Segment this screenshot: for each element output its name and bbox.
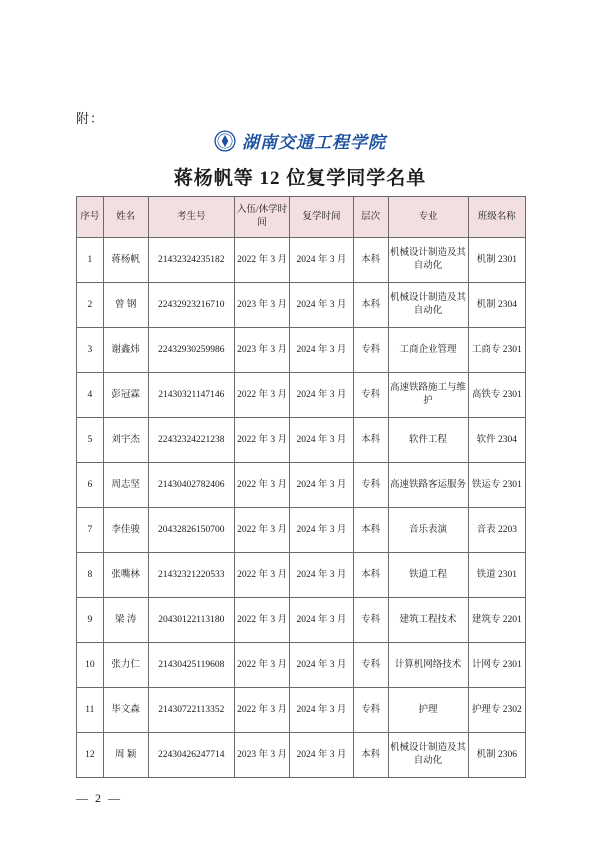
cell-no: 7 <box>77 508 104 553</box>
cell-major: 高速铁路施工与维护 <box>388 373 468 418</box>
cell-name: 刘宇杰 <box>103 418 148 463</box>
cell-back-time: 2024 年 3 月 <box>290 418 354 463</box>
cell-level: 本科 <box>353 238 388 283</box>
cell-exam-id: 20432826150700 <box>148 508 234 553</box>
cell-enter-time: 2023 年 3 月 <box>234 283 289 328</box>
cell-back-time: 2024 年 3 月 <box>290 598 354 643</box>
cell-name: 梁 涛 <box>103 598 148 643</box>
table-row <box>77 238 526 283</box>
table-row <box>77 598 526 643</box>
cell-name: 李佳骏 <box>103 508 148 553</box>
table-row <box>77 508 526 553</box>
column-header-exam-id: 考生号 <box>148 197 234 238</box>
cell-name: 周 颖 <box>103 733 148 778</box>
table-row <box>77 643 526 688</box>
column-header-enter-time: 入伍/休学时间 <box>234 197 289 238</box>
table-row <box>77 328 526 373</box>
cell-level: 专科 <box>353 688 388 733</box>
cell-no: 10 <box>77 643 104 688</box>
cell-enter-time: 2022 年 3 月 <box>234 463 289 508</box>
cell-back-time: 2024 年 3 月 <box>290 508 354 553</box>
cell-class: 护理专 2302 <box>468 688 525 733</box>
cell-major: 音乐表演 <box>388 508 468 553</box>
cell-class: 高铁专 2301 <box>468 373 525 418</box>
cell-class: 机制 2304 <box>468 283 525 328</box>
cell-exam-id: 21432321220533 <box>148 553 234 598</box>
cell-name: 谢鑫炜 <box>103 328 148 373</box>
table-row <box>77 418 526 463</box>
cell-back-time: 2024 年 3 月 <box>290 463 354 508</box>
column-header-class: 班级名称 <box>468 197 525 238</box>
page-title: 蒋杨帆等 12 位复学同学名单 <box>173 168 427 189</box>
cell-no: 5 <box>77 418 104 463</box>
cell-name: 曾 钢 <box>103 283 148 328</box>
cell-name: 张嘴林 <box>103 553 148 598</box>
cell-enter-time: 2022 年 3 月 <box>234 688 289 733</box>
cell-back-time: 2024 年 3 月 <box>290 688 354 733</box>
cell-enter-time: 2022 年 3 月 <box>234 553 289 598</box>
cell-level: 本科 <box>353 733 388 778</box>
institution-name: 湖南交通工程学院 <box>242 133 386 152</box>
cell-major: 工商企业管理 <box>388 328 468 373</box>
cell-level: 专科 <box>353 643 388 688</box>
cell-level: 本科 <box>353 508 388 553</box>
cell-enter-time: 2023 年 3 月 <box>234 328 289 373</box>
cell-enter-time: 2023 年 3 月 <box>234 733 289 778</box>
cell-major: 高速铁路客运服务 <box>388 463 468 508</box>
cell-exam-id: 21430425119608 <box>148 643 234 688</box>
cell-class: 音表 2203 <box>468 508 525 553</box>
cell-back-time: 2024 年 3 月 <box>290 238 354 283</box>
column-header-no: 序号 <box>77 197 104 238</box>
cell-back-time: 2024 年 3 月 <box>290 328 354 373</box>
cell-exam-id: 22430426247714 <box>148 733 234 778</box>
cell-enter-time: 2022 年 3 月 <box>234 373 289 418</box>
cell-major: 机械设计制造及其自动化 <box>388 283 468 328</box>
cell-exam-id: 21430402782406 <box>148 463 234 508</box>
cell-class: 铁运专 2301 <box>468 463 525 508</box>
cell-enter-time: 2022 年 3 月 <box>234 598 289 643</box>
cell-enter-time: 2022 年 3 月 <box>234 508 289 553</box>
cell-major: 铁道工程 <box>388 553 468 598</box>
cell-no: 6 <box>77 463 104 508</box>
cell-class: 建筑专 2201 <box>468 598 525 643</box>
cell-major: 机械设计制造及其自动化 <box>388 733 468 778</box>
cell-level: 本科 <box>353 553 388 598</box>
attachment-label: 附： <box>76 111 105 126</box>
cell-no: 11 <box>77 688 104 733</box>
cell-level: 专科 <box>353 328 388 373</box>
column-header-back-time: 复学时间 <box>290 197 354 238</box>
cell-name: 周志坚 <box>103 463 148 508</box>
school-emblem-icon <box>214 130 236 152</box>
cell-major: 建筑工程技术 <box>388 598 468 643</box>
cell-level: 专科 <box>353 463 388 508</box>
table-row <box>77 373 526 418</box>
table-row <box>77 733 526 778</box>
cell-back-time: 2024 年 3 月 <box>290 373 354 418</box>
cell-name: 蒋杨帆 <box>103 238 148 283</box>
cell-name: 毕文森 <box>103 688 148 733</box>
cell-class: 机制 2301 <box>468 238 525 283</box>
table-header-row <box>77 197 526 238</box>
cell-name: 彭冠霖 <box>103 373 148 418</box>
cell-enter-time: 2022 年 3 月 <box>234 643 289 688</box>
cell-no: 9 <box>77 598 104 643</box>
cell-no: 3 <box>77 328 104 373</box>
cell-major: 计算机网络技术 <box>388 643 468 688</box>
cell-major: 机械设计制造及其自动化 <box>388 238 468 283</box>
cell-level: 专科 <box>353 373 388 418</box>
cell-class: 机制 2306 <box>468 733 525 778</box>
cell-exam-id: 22432923216710 <box>148 283 234 328</box>
cell-no: 4 <box>77 373 104 418</box>
cell-class: 铁道 2301 <box>468 553 525 598</box>
cell-class: 软件 2304 <box>468 418 525 463</box>
table-row <box>77 553 526 598</box>
table-row <box>77 688 526 733</box>
cell-enter-time: 2022 年 3 月 <box>234 418 289 463</box>
cell-exam-id: 21430722113352 <box>148 688 234 733</box>
cell-enter-time: 2022 年 3 月 <box>234 238 289 283</box>
cell-no: 8 <box>77 553 104 598</box>
cell-level: 本科 <box>353 418 388 463</box>
roster-table <box>76 196 526 778</box>
table-row <box>77 283 526 328</box>
cell-exam-id: 21430321147146 <box>148 373 234 418</box>
table-row <box>77 463 526 508</box>
cell-major: 护理 <box>388 688 468 733</box>
cell-exam-id: 22432930259986 <box>148 328 234 373</box>
cell-back-time: 2024 年 3 月 <box>290 733 354 778</box>
cell-class: 计网专 2301 <box>468 643 525 688</box>
cell-major: 软件工程 <box>388 418 468 463</box>
cell-back-time: 2024 年 3 月 <box>290 283 354 328</box>
cell-exam-id: 20430122113180 <box>148 598 234 643</box>
cell-name: 张力仁 <box>103 643 148 688</box>
cell-back-time: 2024 年 3 月 <box>290 553 354 598</box>
cell-no: 12 <box>77 733 104 778</box>
column-header-major: 专业 <box>388 197 468 238</box>
cell-class: 工商专 2301 <box>468 328 525 373</box>
cell-no: 2 <box>77 283 104 328</box>
cell-back-time: 2024 年 3 月 <box>290 643 354 688</box>
roster-table-container <box>76 196 526 778</box>
column-header-name: 姓名 <box>103 197 148 238</box>
cell-level: 专科 <box>353 598 388 643</box>
cell-level: 本科 <box>353 283 388 328</box>
cell-exam-id: 21432324235182 <box>148 238 234 283</box>
cell-no: 1 <box>77 238 104 283</box>
institution-header <box>0 128 600 153</box>
column-header-level: 层次 <box>353 197 388 238</box>
page-number: — 2 — <box>76 791 122 805</box>
cell-exam-id: 22432324221238 <box>148 418 234 463</box>
